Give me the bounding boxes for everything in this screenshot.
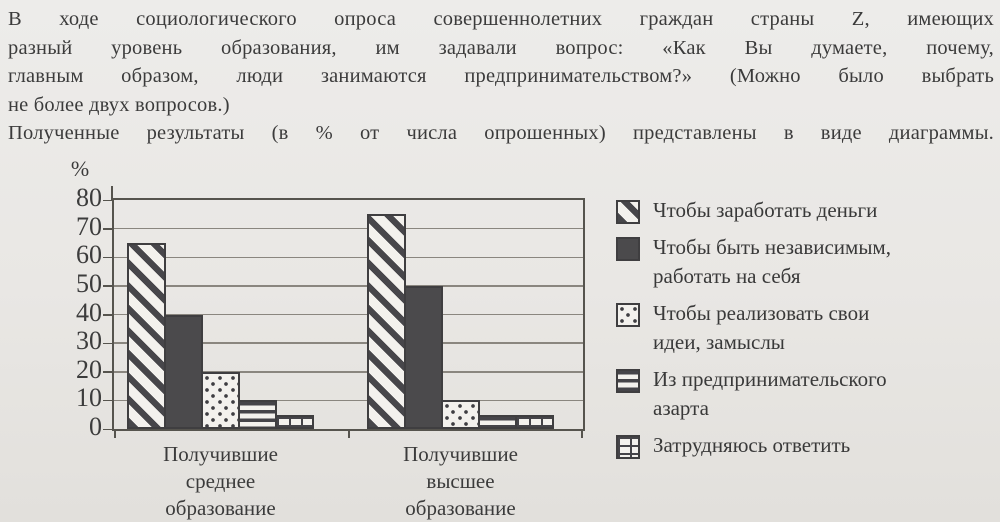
legend-item xyxy=(616,299,992,357)
intro-line-1: В ходе социологического опроса совершеннолетних граждан страны Z, имеющих xyxy=(8,8,994,30)
legend-item-label: Затрудняюсь ответить xyxy=(653,433,851,457)
intro-line-4: не более двух вопросов.) xyxy=(8,93,230,116)
legend-item xyxy=(616,431,992,460)
hatch-swatch-icon xyxy=(616,200,640,224)
legend-item xyxy=(616,196,992,225)
y-axis-tick xyxy=(103,257,114,259)
legend-item-label: Из предпринимательского азарта xyxy=(653,367,887,420)
y-axis-tick-label: 30 xyxy=(76,326,102,356)
y-axis xyxy=(52,183,104,441)
y-axis-tick xyxy=(103,314,114,316)
legend-item-label: Чтобы быть независимым, работать на себя xyxy=(653,235,891,288)
bar-grid xyxy=(275,415,314,429)
category-label-line: среднее xyxy=(185,469,256,493)
category-label-line: высшее xyxy=(426,469,495,493)
gridline xyxy=(114,257,583,259)
intro-line-2: разный уровень образования, им задавали вопрос: «Как Вы думаете, почему, xyxy=(8,36,994,59)
y-axis-tick xyxy=(103,285,114,287)
y-axis-tick-label: 20 xyxy=(76,354,102,384)
category-label-line: Получившие xyxy=(403,442,518,466)
category-label-line: Получившие xyxy=(163,442,278,466)
x-axis-tick xyxy=(114,429,116,438)
hstripes-swatch-icon xyxy=(616,369,640,393)
legend-item-label: Чтобы реализовать свои идеи, замыслы xyxy=(653,301,870,354)
category-label-line: образование xyxy=(405,496,516,520)
category-label xyxy=(111,441,331,522)
y-axis-unit-label: % xyxy=(70,156,90,181)
bar-grid xyxy=(515,415,554,429)
legend-item xyxy=(616,233,992,291)
bar-solid xyxy=(404,286,443,429)
y-axis-tick xyxy=(103,228,114,230)
bar-solid xyxy=(164,315,203,430)
bar-hstripes xyxy=(238,400,277,429)
y-axis-tick xyxy=(103,400,114,402)
intro-text xyxy=(8,5,994,148)
bar-hatch xyxy=(367,214,406,429)
category-label-line: образование xyxy=(165,496,276,520)
chart-legend xyxy=(616,196,992,460)
y-axis-tick-label: 80 xyxy=(76,183,102,212)
grid-swatch-icon xyxy=(616,435,640,459)
bar-speckle xyxy=(441,400,480,429)
legend-item xyxy=(616,365,992,423)
x-axis-tick xyxy=(348,429,350,438)
intro-line-5: Полученные результаты (в % от числа опрошенных) представлены в виде диаграммы. xyxy=(8,122,994,145)
plot-area xyxy=(112,198,585,431)
y-axis-tick-label: 70 xyxy=(76,211,102,241)
bar-speckle xyxy=(201,372,240,429)
bar-hstripes xyxy=(478,415,517,429)
y-axis-tick xyxy=(103,371,114,373)
y-axis-tick xyxy=(103,429,114,431)
gridline xyxy=(114,285,583,287)
category-label xyxy=(351,441,571,522)
y-axis-tick-label: 10 xyxy=(76,383,102,413)
x-axis-tick xyxy=(581,429,583,438)
legend-item-label: Чтобы заработать деньги xyxy=(653,198,878,222)
solid-swatch-icon xyxy=(616,237,640,261)
intro-line-3: главным образом, люди занимаются предпринимательством?» (Можно было выбрать xyxy=(8,65,994,88)
bar-hatch xyxy=(127,243,166,429)
y-axis-tick xyxy=(103,343,114,345)
y-axis-tick xyxy=(103,200,114,202)
y-axis-tick-label: 60 xyxy=(76,240,102,270)
x-axis-labels xyxy=(114,441,584,521)
y-axis-tick-label: 0 xyxy=(89,412,102,441)
speckle-swatch-icon xyxy=(616,303,640,327)
y-axis-tick-label: 50 xyxy=(76,268,102,298)
y-axis-tick-label: 40 xyxy=(76,297,102,327)
gridline xyxy=(114,228,583,230)
